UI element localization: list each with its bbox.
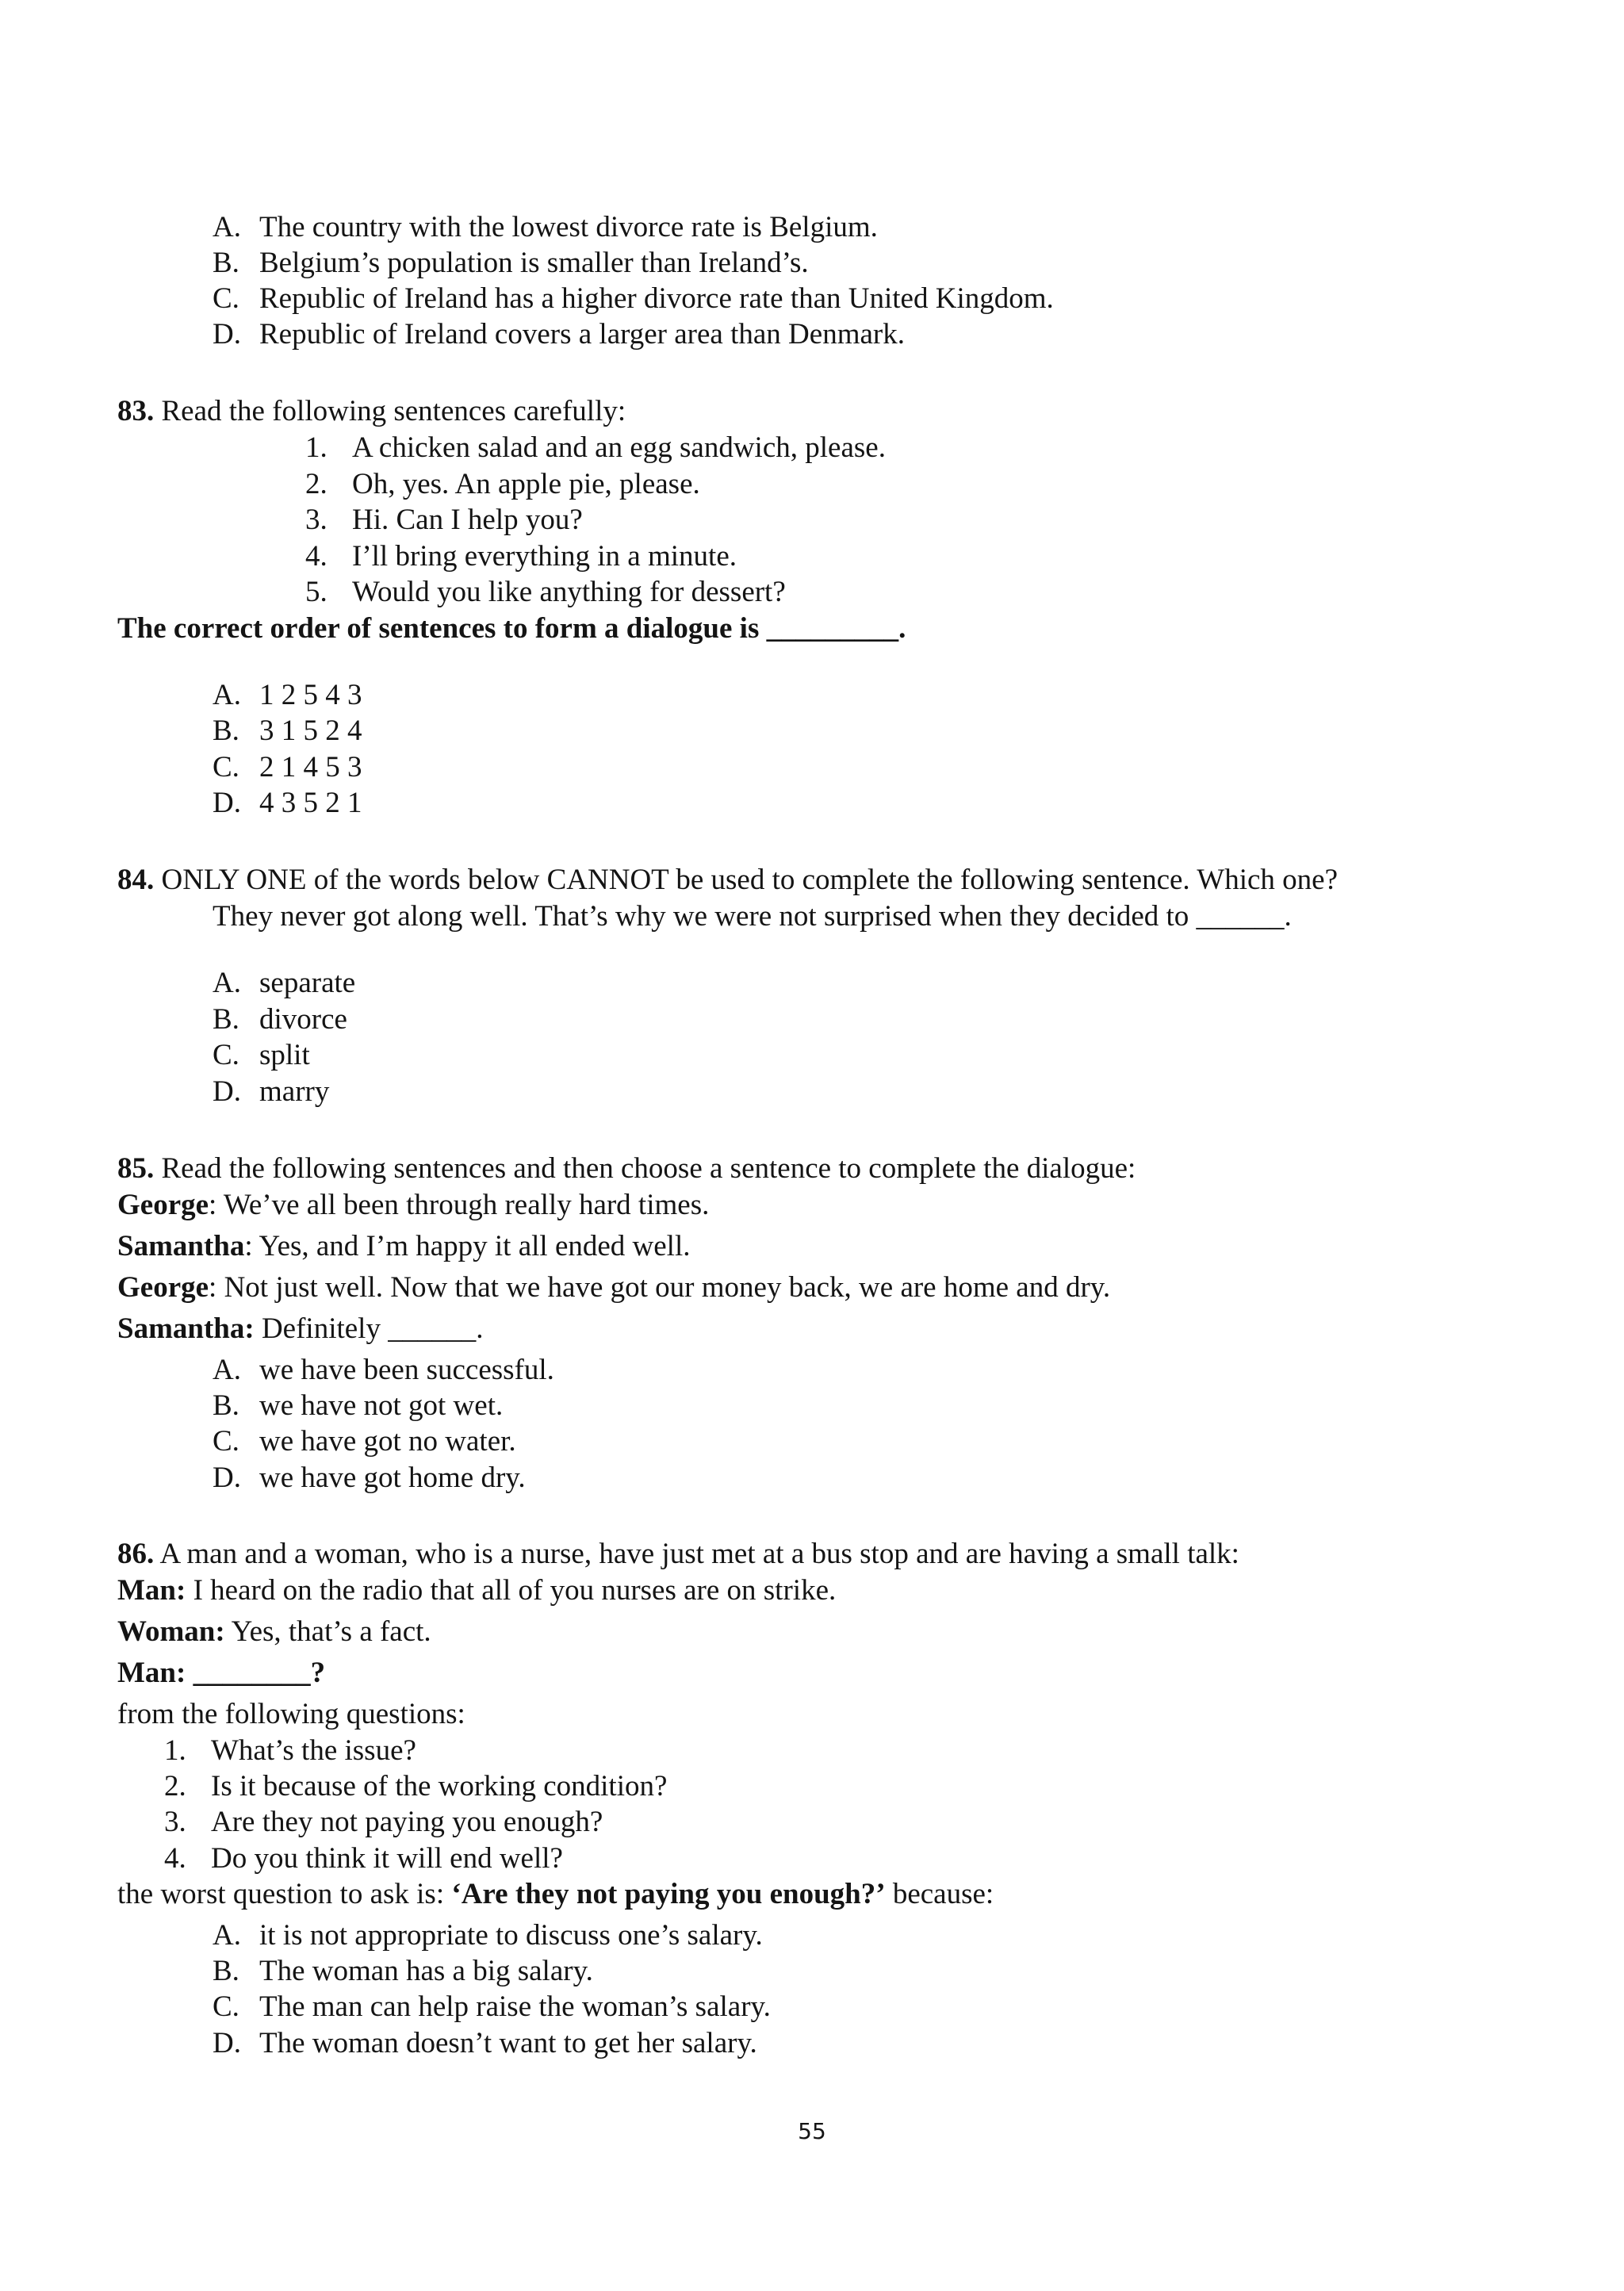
- q84-header: [117, 865, 1338, 895]
- question-label: 1.: [164, 1734, 186, 1767]
- dialogue-text: Yes, that’s a fact.: [224, 1615, 431, 1648]
- q86-header: [117, 1539, 1239, 1569]
- option-label: A.: [213, 1919, 241, 1952]
- question-text: Do you think it will end well?: [211, 1842, 563, 1875]
- dialogue-line: [117, 1232, 691, 1261]
- option-label: D.: [213, 1075, 241, 1108]
- speaker-name: George: [117, 1271, 209, 1304]
- option-text: The woman has a big salary.: [259, 1955, 593, 1987]
- dialogue-line: [117, 1617, 431, 1646]
- option-text: 4 3 5 2 1: [259, 787, 362, 819]
- option-text: we have got home dry.: [259, 1462, 526, 1494]
- q82-option-label: C.: [213, 282, 239, 315]
- dialogue-line: [117, 1273, 1110, 1302]
- option-label: B.: [213, 1003, 239, 1036]
- option-label: A.: [213, 679, 241, 711]
- option-text: we have been successful.: [259, 1354, 554, 1386]
- sentence-text: Oh, yes. An apple pie, please.: [352, 468, 700, 500]
- speaker-name: George: [117, 1189, 209, 1221]
- question-label: 3.: [164, 1806, 186, 1838]
- sentence-text: A chicken salad and an egg sandwich, please.: [352, 431, 886, 464]
- dialogue-text: Definitely ______.: [254, 1312, 484, 1345]
- q82-option-text: The country with the lowest divorce rate is Belgium.: [259, 211, 878, 243]
- question-prompt: A man and a woman, who is a nurse, have just met at a bus stop and are having a small talk:: [159, 1538, 1239, 1570]
- q82-option-text: Republic of Ireland has a higher divorce rate than United Kingdom.: [259, 282, 1054, 315]
- question-text: Is it because of the working condition?: [211, 1770, 668, 1803]
- option-text: it is not appropriate to discuss one’s salary.: [259, 1919, 763, 1952]
- q83-question: The correct order of sentences to form a dialogue is _________.: [117, 612, 906, 645]
- option-label: B.: [213, 715, 239, 747]
- question-text: What’s the issue?: [211, 1734, 416, 1767]
- from-line: from the following questions:: [117, 1698, 465, 1730]
- option-label: C.: [213, 1039, 239, 1071]
- sentence-text: Would you like anything for dessert?: [352, 576, 786, 608]
- page-number: 55: [798, 2118, 826, 2144]
- sentence-text: Hi. Can I help you?: [352, 504, 583, 536]
- dialogue-text: Not just well. Now that we have got our money back, we are home and dry.: [216, 1271, 1111, 1304]
- speaker-name: Woman:: [117, 1615, 225, 1648]
- sentence-label: 4.: [305, 540, 327, 573]
- option-text: split: [259, 1039, 310, 1071]
- option-text: The woman doesn’t want to get her salary.: [259, 2027, 757, 2059]
- option-label: C.: [213, 1425, 239, 1458]
- dialogue-line: [117, 1314, 483, 1343]
- speaker-name: Samantha:: [117, 1312, 255, 1345]
- dialogue-line: [117, 1658, 325, 1688]
- dialogue-line: [117, 1576, 836, 1605]
- option-label: B.: [213, 1389, 239, 1422]
- dialogue-line: [117, 1190, 709, 1220]
- sentence-label: 2.: [305, 468, 327, 500]
- worst-pre: the worst question to ask is:: [117, 1878, 452, 1910]
- q85-header: [117, 1154, 1136, 1183]
- sentence-label: 3.: [305, 504, 327, 536]
- option-label: A.: [213, 967, 241, 999]
- worst-question: ‘Are they not paying you enough?’: [451, 1878, 886, 1910]
- option-label: C.: [213, 1990, 239, 2023]
- dialogue-text: ________?: [186, 1657, 326, 1689]
- speaker-separator: :: [209, 1189, 217, 1221]
- q82-option-text: Belgium’s population is smaller than Ireland’s.: [259, 247, 809, 279]
- option-label: D.: [213, 1462, 241, 1494]
- option-text: we have got no water.: [259, 1425, 516, 1458]
- sentence-text: I’ll bring everything in a minute.: [352, 540, 737, 573]
- speaker-name: Man:: [117, 1574, 186, 1607]
- worst-question-line: [117, 1879, 994, 1909]
- question-number: 83.: [117, 395, 155, 427]
- option-text: divorce: [259, 1003, 347, 1036]
- dialogue-text: I heard on the radio that all of you nurses are on strike.: [186, 1574, 837, 1607]
- sentence-label: 1.: [305, 431, 327, 464]
- question-label: 4.: [164, 1842, 186, 1875]
- option-label: B.: [213, 1955, 239, 1987]
- question-label: 2.: [164, 1770, 186, 1803]
- option-label: D.: [213, 2027, 241, 2059]
- option-text: separate: [259, 967, 356, 999]
- q82-option-label: A.: [213, 211, 241, 243]
- option-text: 3 1 5 2 4: [259, 715, 362, 747]
- speaker-name: Samantha: [117, 1230, 245, 1262]
- option-text: we have not got wet.: [259, 1389, 504, 1422]
- q82-option-label: B.: [213, 247, 239, 279]
- dialogue-text: Yes, and I’m happy it all ended well.: [252, 1230, 691, 1262]
- q82-option-text: Republic of Ireland covers a larger area than Denmark.: [259, 318, 905, 351]
- q84-sentence: They never got along well. That’s why we were not surprised when they decided to ______.: [213, 900, 1292, 933]
- question-text: Are they not paying you enough?: [211, 1806, 603, 1838]
- question-number: 86.: [117, 1538, 155, 1570]
- speaker-separator: :: [244, 1230, 253, 1262]
- question-prompt: ONLY ONE of the words below CANNOT be used to complete the following sentence. Which one?: [161, 864, 1338, 896]
- question-number: 84.: [117, 864, 155, 896]
- option-label: A.: [213, 1354, 241, 1386]
- question-number: 85.: [117, 1152, 155, 1185]
- sentence-label: 5.: [305, 576, 327, 608]
- q82-option-label: D.: [213, 318, 241, 351]
- dialogue-text: We’ve all been through really hard times.: [216, 1189, 710, 1221]
- q83-header: [117, 397, 626, 426]
- speaker-name: Man:: [117, 1657, 186, 1689]
- option-text: 1 2 5 4 3: [259, 679, 362, 711]
- option-text: The man can help raise the woman’s salary.: [259, 1990, 771, 2023]
- speaker-separator: :: [209, 1271, 217, 1304]
- worst-post: because:: [885, 1878, 994, 1910]
- option-label: C.: [213, 751, 239, 783]
- question-prompt: Read the following sentences carefully:: [161, 395, 626, 427]
- question-prompt: Read the following sentences and then choose a sentence to complete the dialogue:: [161, 1152, 1136, 1185]
- option-text: marry: [259, 1075, 330, 1108]
- option-label: D.: [213, 787, 241, 819]
- option-text: 2 1 4 5 3: [259, 751, 362, 783]
